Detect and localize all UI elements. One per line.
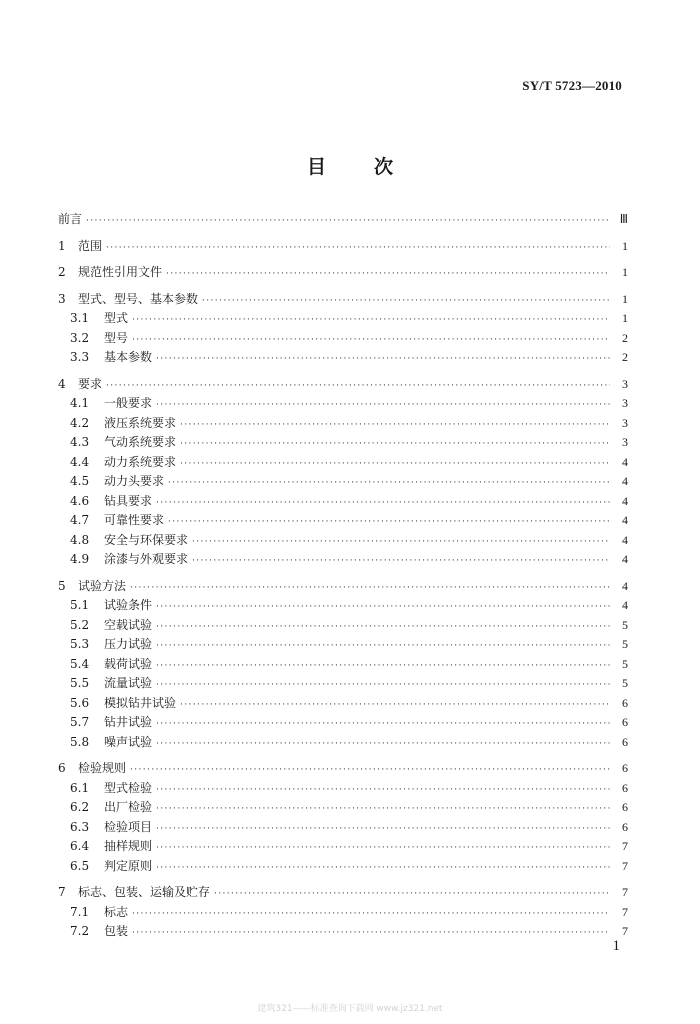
toc-entry-page: 4 (622, 454, 628, 469)
toc-entry[interactable] (58, 394, 628, 414)
dot-leader (166, 265, 610, 285)
toc-entry-number: 5.8 (70, 734, 90, 749)
toc-entry-page: 3 (622, 376, 628, 391)
toc-entry-number: 4.9 (70, 552, 90, 566)
toc-entry[interactable] (58, 550, 628, 570)
toc-entry-label: 模拟钻井试验 (104, 695, 177, 710)
dot-leader (106, 377, 610, 397)
dot-leader (192, 552, 610, 572)
toc-entry[interactable] (58, 694, 628, 714)
toc-entry[interactable] (58, 857, 628, 877)
toc-entry[interactable] (58, 883, 628, 903)
toc-entry-label: 标志 (104, 904, 129, 919)
toc-entry[interactable] (58, 596, 628, 616)
toc-entry-page: 3 (622, 396, 628, 410)
toc-entry-label: 范围 (78, 238, 103, 253)
toc-entry[interactable] (58, 713, 628, 733)
dot-leader (214, 885, 610, 905)
toc-entry-page: 5 (622, 637, 628, 651)
toc-entry-page: 3 (622, 415, 628, 430)
toc-entry-page: 4 (622, 532, 628, 547)
dot-leader (156, 839, 610, 859)
toc-entry-number: 7 (58, 885, 66, 899)
dot-leader (156, 350, 610, 370)
toc-entry-number: 7.2 (70, 924, 90, 938)
toc-entry-label: 标志、包装、运输及贮存 (78, 885, 211, 899)
toc-entry-label: 判定原则 (104, 858, 153, 873)
toc-entry-page: 6 (622, 780, 628, 795)
toc-entry-label: 液压系统要求 (104, 415, 177, 430)
toc-entry-page: 4 (622, 578, 628, 593)
toc-entry[interactable] (58, 329, 628, 349)
toc-entry-number: 3 (58, 291, 66, 306)
toc-entry[interactable] (58, 779, 628, 799)
toc-entry-page: 6 (622, 734, 628, 749)
dot-leader (132, 924, 610, 944)
toc-entry-page: 5 (622, 617, 628, 632)
toc-entry[interactable] (58, 414, 628, 434)
toc-entry-number: 4.1 (70, 396, 90, 410)
toc-entry[interactable] (58, 348, 628, 368)
toc-entry-number: 6.1 (70, 780, 90, 795)
toc-entry-label: 型式 (104, 311, 129, 325)
toc-entry-label: 抽样规则 (104, 839, 153, 853)
dot-leader (132, 311, 610, 331)
toc-entry-label: 包装 (104, 924, 129, 938)
dot-leader (168, 474, 610, 494)
toc-entry-label: 要求 (78, 376, 103, 391)
toc-entry[interactable] (58, 263, 628, 283)
toc-entry[interactable] (58, 472, 628, 492)
toc-entry-number: 4.4 (70, 454, 90, 469)
toc-entry-page: 6 (622, 715, 628, 729)
toc-entry-label: 涂漆与外观要求 (104, 552, 189, 566)
standard-number: SY/T 5723—2010 (522, 78, 622, 93)
dot-leader (168, 513, 610, 533)
dot-leader (86, 212, 610, 232)
watermark: 建筑321——标准查询下载网 www.jz321.net (257, 1004, 443, 1014)
toc-entry-number: 5 (58, 578, 66, 593)
toc-entry-page: 6 (622, 819, 628, 834)
toc-entry-number: 5.4 (70, 656, 90, 671)
toc-entry[interactable] (58, 309, 628, 329)
toc-entry[interactable] (58, 577, 628, 597)
toc-entry[interactable] (58, 903, 628, 923)
dot-leader (106, 239, 610, 259)
toc-entry-page: 6 (622, 761, 628, 775)
dot-leader (156, 735, 610, 755)
dot-leader (156, 820, 610, 840)
toc-entry[interactable] (58, 674, 628, 694)
toc-entry-number: 4.5 (70, 474, 90, 488)
dot-leader (156, 637, 610, 657)
toc-entry-page: 6 (622, 695, 628, 710)
toc-entry-number: 6.5 (70, 858, 90, 873)
toc-entry-number: 4.3 (70, 435, 90, 449)
toc-entry-label: 出厂检验 (104, 800, 153, 814)
toc-entry-label: 试验方法 (78, 578, 127, 593)
toc-entry-label: 基本参数 (104, 350, 153, 364)
toc-entry-page: 1 (622, 291, 628, 306)
toc-entry-page: 2 (622, 350, 628, 364)
toc-entry[interactable] (58, 237, 628, 257)
dot-leader (132, 331, 610, 351)
toc-entry-label: 动力头要求 (104, 474, 165, 488)
toc-entry-label: 压力试验 (104, 637, 153, 651)
toc-entry-page: 6 (622, 800, 628, 814)
toc-entry-page: 7 (622, 924, 628, 938)
toc-entry-label: 检验项目 (104, 819, 153, 834)
toc-entry-label: 气动系统要求 (104, 435, 177, 449)
dot-leader (180, 435, 610, 455)
dot-leader (156, 396, 610, 416)
toc-entry-label: 空载试验 (104, 617, 153, 632)
toc-entry-label: 载荷试验 (104, 656, 153, 671)
toc-entry-label: 型号 (104, 330, 129, 345)
toc-entry-label: 检验规则 (78, 761, 127, 775)
toc-entry[interactable] (58, 492, 628, 512)
toc-entry-number: 3.1 (70, 311, 90, 325)
toc-entry-page: 4 (622, 493, 628, 508)
toc-entry-number: 5.5 (70, 676, 90, 690)
toc-entry-number: 5.3 (70, 637, 90, 651)
toc-entry[interactable] (58, 616, 628, 636)
toc-entry-number: 4.8 (70, 532, 90, 547)
toc-entry-page: 4 (622, 474, 628, 488)
toc-entry-page: 4 (622, 513, 628, 527)
toc-entry[interactable] (58, 433, 628, 453)
dot-leader (156, 494, 610, 514)
page-number: 1 (612, 938, 620, 954)
toc-entry[interactable] (58, 290, 628, 310)
dot-leader (132, 905, 610, 925)
toc-entry-label: 钻井试验 (104, 715, 153, 729)
dot-leader (130, 761, 610, 781)
toc-entry-page: 1 (622, 238, 628, 253)
toc-entry-page: Ⅲ (619, 212, 628, 226)
dot-leader (192, 533, 610, 553)
toc-entry[interactable] (58, 375, 628, 395)
dot-leader (156, 859, 610, 879)
toc-entry[interactable] (58, 210, 628, 230)
dot-leader (156, 715, 610, 735)
toc-entry-number: 7.1 (70, 904, 90, 919)
toc-entry-number: 4.7 (70, 513, 90, 527)
toc-entry-number: 2 (58, 265, 66, 279)
toc-entry-page: 5 (622, 656, 628, 671)
toc-entry-page: 7 (622, 904, 628, 919)
toc-entry-page: 4 (622, 552, 628, 566)
toc-entry-number: 6.4 (70, 839, 90, 853)
toc-entry[interactable] (58, 759, 628, 779)
toc-entry-label: 一般要求 (104, 396, 153, 410)
toc-entry-label: 型式检验 (104, 780, 153, 795)
dot-leader (156, 800, 610, 820)
toc-entry-page: 7 (622, 885, 628, 899)
dot-leader (130, 579, 610, 599)
toc-entry-page: 5 (622, 676, 628, 690)
toc-entry-number: 3.3 (70, 350, 90, 364)
toc-entry-page: 1 (622, 265, 628, 279)
title-char-2: 次 (374, 156, 394, 178)
dot-leader (156, 598, 610, 618)
toc-entry-label: 动力系统要求 (104, 454, 177, 469)
toc-entry-number: 4 (58, 376, 66, 391)
dot-leader (156, 618, 610, 638)
toc-entry-label: 前言 (58, 212, 83, 226)
toc-entry-page: 3 (622, 435, 628, 449)
toc-entry-label: 安全与环保要求 (104, 532, 189, 547)
toc-entry[interactable] (58, 511, 628, 531)
toc-entry[interactable] (58, 531, 628, 551)
toc-entry-number: 6.2 (70, 800, 90, 814)
page-title (0, 152, 700, 179)
toc-entry[interactable] (58, 798, 628, 818)
toc-entry-number: 5.1 (70, 598, 90, 612)
dot-leader (156, 676, 610, 696)
dot-leader (180, 455, 610, 475)
toc-entry-page: 7 (622, 839, 628, 853)
toc-entry-label: 型式、型号、基本参数 (78, 291, 199, 306)
title-char-1: 目 (306, 156, 326, 178)
toc-entry-page: 7 (622, 858, 628, 873)
toc-entry[interactable] (58, 655, 628, 675)
dot-leader (180, 696, 610, 716)
toc-entry-page: 1 (622, 311, 628, 325)
table-of-contents (58, 210, 628, 942)
toc-entry[interactable] (58, 922, 628, 942)
toc-entry-number: 3.2 (70, 330, 90, 345)
dot-leader (156, 781, 610, 801)
toc-entry-label: 钻具要求 (104, 493, 153, 508)
toc-entry-number: 5.6 (70, 695, 90, 710)
toc-entry-number: 4.2 (70, 415, 90, 430)
toc-entry-page: 2 (622, 330, 628, 345)
toc-entry[interactable] (58, 635, 628, 655)
dot-leader (202, 292, 610, 312)
toc-entry-number: 6.3 (70, 819, 90, 834)
toc-entry[interactable] (58, 453, 628, 473)
toc-entry[interactable] (58, 837, 628, 857)
toc-entry-number: 4.6 (70, 493, 90, 508)
toc-entry-label: 噪声试验 (104, 734, 153, 749)
toc-entry-label: 流量试验 (104, 676, 153, 690)
toc-entry-label: 可靠性要求 (104, 513, 165, 527)
toc-entry[interactable] (58, 733, 628, 753)
toc-entry-label: 规范性引用文件 (78, 265, 163, 279)
toc-entry-page: 4 (622, 598, 628, 612)
dot-leader (180, 416, 610, 436)
toc-entry-number: 1 (58, 238, 66, 253)
toc-entry-number: 5.2 (70, 617, 90, 632)
toc-entry-label: 试验条件 (104, 598, 153, 612)
toc-entry-number: 5.7 (70, 715, 90, 729)
dot-leader (156, 657, 610, 677)
toc-entry-number: 6 (58, 761, 66, 775)
toc-entry[interactable] (58, 818, 628, 838)
